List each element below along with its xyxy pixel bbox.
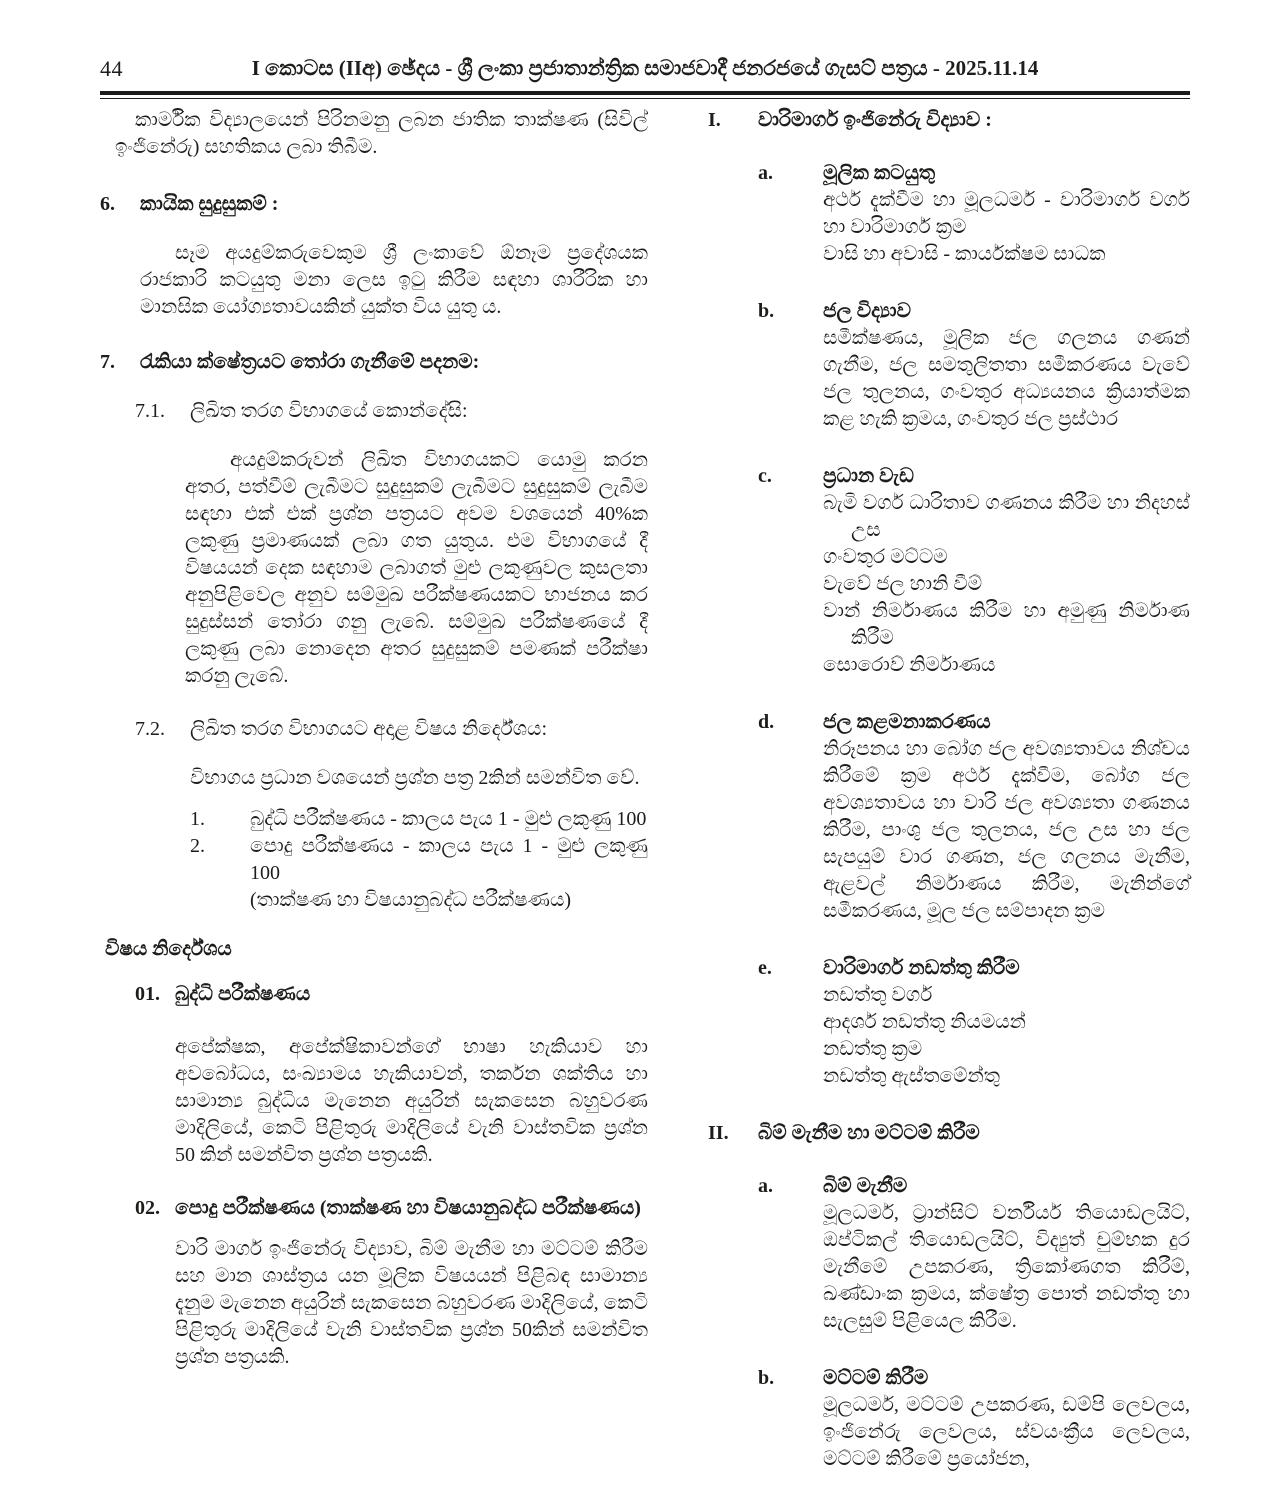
syllabus-line: බැමි වර්ග ධාරිතාව ගණනය කිරීම හා නිදහස් උස — [823, 492, 1190, 541]
page-header — [100, 52, 1190, 86]
subsection-body — [823, 736, 1190, 925]
list-item-text — [250, 833, 648, 914]
subsection-body — [823, 187, 1190, 268]
topic-02-heading — [135, 1195, 648, 1222]
section-number: 7.2. — [135, 718, 165, 740]
subsection-body — [823, 982, 1190, 1090]
list-item-note: (තාක්ෂණ හා විෂයානුබද්ධ පරීක්ෂණය) — [250, 889, 572, 911]
subsection-letter: b. — [758, 1367, 775, 1389]
syllabus-line: නඩත්තු ක්‍රම — [823, 1038, 923, 1060]
subsection-d — [708, 709, 1190, 925]
subsection-title: වාරිමාර්ග නඩත්තු කිරීම — [823, 957, 1020, 979]
subsection-letter: e. — [758, 957, 772, 979]
header-title: I කොටස (IIඅ) ඡේදය - ශ්‍රී ලංකා ප්‍රජාතාන්ත්‍රික සමාජවාදී ජනරජයේ ගැසට් පත්‍රය - 2025.11.14 — [251, 56, 1039, 80]
section-title: වාරිමාර්ග ඉංජිනේරු විද්‍යාව : — [758, 109, 992, 131]
subsection-b — [708, 298, 1190, 433]
section-number: II. — [708, 1122, 729, 1144]
syllabus-line: වාන් නිර්මාණය කිරීම හා අමුණු නිර්මාණ කිරීම — [823, 600, 1190, 649]
subsection-a — [708, 160, 1190, 268]
section-number: 7.1. — [135, 400, 165, 422]
section-number: 6. — [100, 193, 115, 215]
subsection-heading — [758, 709, 1190, 736]
section-7-heading — [100, 349, 648, 376]
subsection-title: මට්ටම් කිරීම — [823, 1367, 929, 1389]
list-item-number: 2. — [190, 835, 205, 857]
page-number: 44 — [100, 56, 123, 81]
subsection-heading — [758, 298, 1190, 325]
subsection-letter: c. — [758, 465, 772, 487]
column-gutter — [648, 107, 708, 1473]
syllabus-line: නඩත්තු ඇස්තමේන්තු — [823, 1065, 1000, 1087]
subsection-letter: a. — [758, 1175, 773, 1197]
section-II-heading — [708, 1120, 1190, 1147]
section-7-1-body: අයදුම්කරුවන් ලිඛිත විභාගයකට යොමු කරන අතර, පත්වීම් ලැබීමට සුදුසුකම් ලැබීමට සුදුසුකම් ලැබීම සඳහා එක් එක් ප්‍රශ්න පත්‍රයට අවම වශයෙන් 40%ක ලකුණු ප්‍රමාණයක් ලබා ගත යුතුය. එම විභාගයේ දී විෂයයන් දෙක සඳහාම ලබාගත් මුළු ලකුණුවල කුසලතා අනුපිළිවෙල අනුව සම්මුඛ පරීක්ෂණයකට භාජනය කර සුදුස්සන් තෝරා ගනු ලැබේ. සම්මුඛ පරීක්ෂණයේ දී ලකුණු ලබා නොදෙන අතර සුදුසුකම් පමණක් පරීක්ෂා කරනු ලැබේ. — [185, 449, 648, 687]
section-title: බිම් මැනීම හා මට්ටම් කිරීම — [758, 1122, 980, 1144]
subsection-II-a — [708, 1173, 1190, 1335]
topic-title: බුද්ධි පරීක්ෂණය — [175, 983, 311, 1005]
subsection-II-b — [708, 1365, 1190, 1473]
syllabus-line: අර්ථ දැක්වීම හා මූලධර්ම - වාරිමාර්ග වර්ග හා වාරිමාර්ග ක්‍රම — [823, 189, 1190, 238]
section-6-body: සෑම අයදුම්කරුවෙකුම ශ්‍රී ලංකාවේ ඕනෑම ප්‍රදේශයක රාජකාරි කටයුතු මනා ලෙස ඉටු කිරීම සඳහා ශාරීරික හා මානසික යෝග්‍යතාවයකින් යුක්ත විය යුතු ය. — [140, 242, 648, 318]
section-title: රැකියා ක්ෂේත්‍රයට තෝරා ගැනීමේ පදනම: — [140, 351, 480, 373]
header-rule — [100, 91, 1190, 99]
syllabus-line: වාසි හා අවාසි - කාර්යක්ෂම සාධක — [823, 243, 1106, 265]
subsection-letter: d. — [758, 711, 775, 733]
section-I-heading — [708, 107, 1190, 134]
list-item-text: බුද්ධි පරීක්ෂණය - කාලය පැය 1 - මුළු ලකුණු 100 — [250, 808, 647, 830]
list-item-main: පොදු පරීක්ෂණය - කාලය පැය 1 - මුළු ලකුණු 100 — [250, 835, 648, 884]
section-title: ලිඛිත තරග විභාගයේ කොන්දේසි: — [190, 400, 468, 422]
syllabus-line: නඩත්තු වර්ග — [823, 984, 933, 1006]
left-column — [100, 107, 648, 1473]
topic-01-heading — [135, 981, 648, 1008]
subsection-title: ජල කළමනාකරණය — [823, 711, 991, 733]
syllabus-line: ගංවතුර මට්ටම — [823, 546, 948, 568]
topic-title: පොදු පරීක්ෂණය (තාක්ෂණ හා විෂයානුබද්ධ පරීක්ෂණය) — [175, 1197, 641, 1219]
content-columns — [100, 107, 1190, 1473]
subsection-letter: a. — [758, 162, 773, 184]
list-item — [190, 833, 648, 914]
subsection-body — [823, 1200, 1190, 1335]
subsection-c — [708, 463, 1190, 679]
syllabus-line: සොරොව් නිර්මාණය — [823, 654, 996, 676]
topic-01-body: අපේක්ෂක, අපේක්ෂිකාවන්ගේ භාෂා හැකියාව හා අවබෝධය, සංඛ්‍යාමය හැකියාවන්, තර්කන ශක්තිය හා සාමාන්‍ය බුද්ධිය මැනෙන අයුරින් සැකසෙන බහුවරණ මාදිලියේ, කෙටි පිළිතුරු මාදිලියේ වැනි වාස්තවික ප්‍රශ්න 50 කින් සමන්විත ප්‍රශ්න පත්‍රයකි. — [175, 1036, 648, 1166]
subsection-letter: b. — [758, 300, 775, 322]
syllabus-line: ආදර්ශ නඩත්තු නියමයන් — [823, 1011, 1026, 1033]
subsection-title: මූලික කටයුතු — [823, 162, 936, 184]
right-column — [708, 107, 1190, 1473]
syllabus-paragraph: මූලධර්ම, මට්ටම් උපකරණ, ඩම්පි ලෙවලය, ඉංජිනේරු ලෙවලය, ස්වයංක්‍රීය ලෙවලය, මට්ටම් කිරීමේ ප්‍රයෝජන, — [823, 1394, 1190, 1470]
syllabus-heading: විෂය නිර්දේශය — [105, 938, 232, 960]
syllabus-paragraph: සමීක්ෂණය, මූලික ජල ගලනය ගණන් ගැනීම, ජල සමතුලිතතා සමීකරණය වැවේ ජල තුලනය, ගංවතුර අධ්‍යයනය ක්‍රියාත්මක කළ හැකි ක්‍රමය, ගංවතුර ජල ප්‍රස්ථාර — [823, 327, 1190, 430]
subsection-body — [823, 325, 1190, 433]
syllabus-paragraph: නිරූපනය හා බෝග ජල අවශ්‍යතාවය නිශ්චය කිරීමේ ක්‍රම අර්ථ දැක්වීම, බෝග ජල අවශ්‍යතාවය හා වාරි ජල අවශ්‍යතා ගණනය කිරීම, පාංශු ජල තුලනය, ජල උස හා ජල සැපයුම් වාර ගණන, ජල ගලනය මැනීම, ඇළවල් නිර්මාණය කිරීම, මැනින්ගේ සමීකරණය, මූල ජල සම්පාදන ක්‍රම — [823, 738, 1190, 922]
subsection-body — [823, 1392, 1190, 1473]
section-6-heading — [100, 191, 648, 218]
section-title: ලිඛිත තරග විභාගයට අදාළ විෂය නිර්දේශය: — [190, 718, 547, 740]
syllabus-paragraph: මූලධර්ම, ට්‍රාන්සිට් වර්නියර් තියොඩලයිට්, ඔප්ටිකල් තියොඩලයිට්, විද්‍යුත් චුම්භක දුර මැනීමේ උපකරණ, ත්‍රිකෝණගත කිරීම්, ඛණ්ඩාංක ක්‍රමය, ක්ෂේත්‍ර පොත් නඩත්තු හා සැලසුම් පිළියෙල කිරීම. — [823, 1202, 1190, 1332]
subsection-heading — [758, 1365, 1190, 1392]
subsection-heading — [758, 463, 1190, 490]
intro-paragraph: කාර්මික විද්‍යාලයෙන් පිරිනමනු ලබන ජාතික තාක්ෂණ (සිවිල් ඉංජිනේරු) සහතිකය ලබා තිබීම. — [115, 109, 648, 158]
subsection-title: ජල විද්‍යාව — [823, 300, 911, 322]
topic-number: 02. — [135, 1197, 160, 1219]
section-7-1-heading — [135, 398, 648, 425]
list-item — [190, 806, 648, 833]
section-number: I. — [708, 109, 721, 131]
subsection-title: බිම් මැනීම — [823, 1175, 908, 1197]
subsection-heading — [758, 1173, 1190, 1200]
topic-number: 01. — [135, 983, 160, 1005]
subsection-body — [823, 490, 1190, 679]
syllabus-line: වැවේ ජල හානි වීම් — [823, 573, 983, 595]
section-7-2-heading — [135, 716, 648, 743]
list-item-number: 1. — [190, 808, 205, 830]
subsection-e — [708, 955, 1190, 1090]
section-7-2-body: විභාගය ප්‍රධාන වශයෙන් ප්‍රශ්න පත්‍ර 2කින් සමන්විත වේ. — [190, 767, 640, 789]
subsection-heading — [758, 160, 1190, 187]
subsection-title: ප්‍රධාන වැඩ — [823, 465, 914, 487]
topic-02-body: වාරි මාර්ග ඉංජිනේරු විද්‍යාව, බිම් මැනීම හා මට්ටම් කිරීම සහ මාන ශාස්ත්‍රය යන මූලික විෂයයන් පිළිබඳ සාමාන්‍ය දැනුම මැනෙන අයුරින් සැකසෙන බහුවරණ මාදිලියේ, කෙටි පිළිතුරු මාදිලියේ වැනි වාස්තවික ප්‍රශ්න 50කින් සමන්විත ප්‍රශ්න පත්‍රයකි. — [175, 1238, 648, 1368]
subsection-heading — [758, 955, 1190, 982]
section-title: කායික සුදුසුකම් : — [140, 193, 279, 215]
section-number: 7. — [100, 351, 115, 373]
